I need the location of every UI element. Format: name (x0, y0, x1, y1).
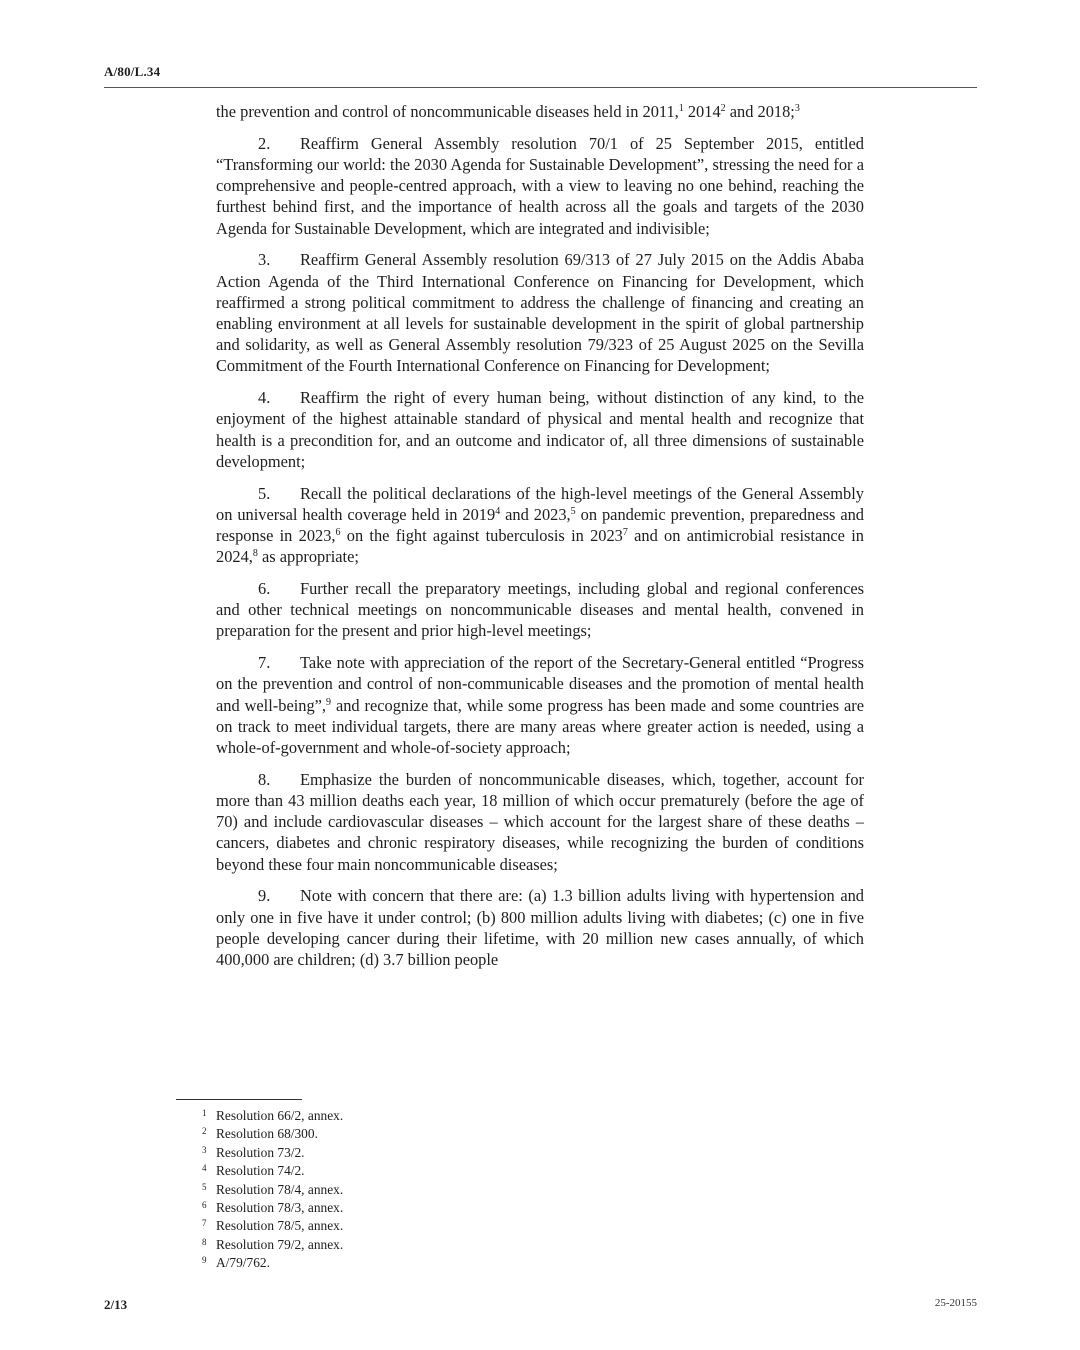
paragraph-number: 5. (258, 483, 271, 503)
footnote-text: Resolution 73/2. (216, 1144, 305, 1160)
footnote-item (202, 1107, 602, 1125)
footnote-ref-3[interactable]: 3 (794, 103, 800, 114)
paragraph-text: Emphasize the burden of noncommunicable diseases, which, together, account for more than 43 million deaths each year, 18 million of which occur prematurely (before the age of 70) and include cardiovascular diseases – which account for the largest share of these deaths – cancers, diabetes and chronic respiratory diseases, while recognizing the burden of conditions beyond these four main noncommunicable diseases; (216, 769, 864, 874)
paragraph-2 (216, 133, 864, 239)
paragraph-9 (216, 885, 864, 970)
footnote-mark: 9 (202, 1255, 207, 1266)
paragraph-7: 7. Take note with appreciation of the report of the Secretary-General entitled “Progress on the prevention and control of non-communicable diseases and the promotion of mental health and well-being”,$^9$ and recognize that, while some progress has been made and some countries are on track to meet individual targets, there are many areas where greater action is needed, using a whole-of-government and whole-of-society approach; (216, 653, 864, 758)
footnote-mark: 1 (202, 1108, 207, 1118)
job-number: 25-20155 (934, 1297, 977, 1309)
paragraph-number: 3. (258, 250, 271, 270)
header-rule (104, 87, 977, 88)
paragraph-5: 5. Recall the political declarations of the high-level meetings of the General Assembly on universal health coverage held in 2019$^4$ and 2023,$^5$ on pandemic prevention, preparedness and response in 2023,$^6$ on the fight against tuberculosis in 2023$^7$ and on antimicrobial resistance in 2024,$^8$ as appropriate; (216, 483, 864, 567)
footnote-text: A/79/762. (216, 1255, 270, 1271)
footnote-mark: 8 (202, 1236, 207, 1247)
footnote-item (202, 1144, 602, 1162)
footnote-item (202, 1199, 602, 1217)
footnote-ref-7[interactable]: 7 (622, 527, 628, 539)
paragraph-text: Reaffirm General Assembly resolution 70/1 of 25 September 2015, entitled “Transforming our world: the 2030 Agenda for Sustainable Development”, stressing the need for a comprehensive and people-centred approach, with a view to leaving no one behind, reaching the furthest behind first, and the importance of health across all the goals and targets of the 2030 Agenda for Sustainable Development, which are integrated and indivisible; (216, 133, 864, 238)
footnote-item (202, 1217, 602, 1235)
footnote-ref-4[interactable]: 4 (495, 505, 501, 517)
footnote-mark: 4 (202, 1163, 207, 1174)
footnote-mark: 7 (202, 1218, 207, 1229)
footnote-item (202, 1162, 602, 1180)
footnote-text: Resolution 78/4, annex. (216, 1181, 344, 1197)
page-number: 2/13 (104, 1297, 128, 1312)
paragraph-6 (216, 578, 864, 642)
footnote-ref-1[interactable]: 1 (678, 103, 684, 114)
body-text (216, 101, 864, 981)
paragraph-number: 6. (258, 579, 271, 599)
footnote-mark: 2 (202, 1126, 207, 1137)
footnote-text: Resolution 78/5, annex. (216, 1218, 344, 1234)
paragraph-text: Reaffirm General Assembly resolution 69/313 of 27 July 2015 on the Addis Ababa Action Agenda of the Third International Conference on Financing for Development, which reaffirmed a strong political commitment to address the challenge of financing and creating an enabling environment at all levels for sustainable development in the spirit of global partnership and solidarity, as well as General Assembly resolution 79/323 of 25 August 2025 on the Sevilla Commitment of the Fourth International Conference on Financing for Development; (216, 250, 864, 376)
footnote-text: Resolution 74/2. (216, 1163, 305, 1179)
footnote-item (202, 1254, 602, 1272)
paragraph-number: 2. (258, 133, 271, 153)
footnote-text: Resolution 79/2, annex. (216, 1236, 344, 1252)
footnote-item (202, 1181, 602, 1199)
footnote-text: Resolution 78/3, annex. (216, 1200, 344, 1216)
footnote-item (202, 1236, 602, 1254)
paragraph-number: 4. (258, 388, 271, 408)
paragraph-8 (216, 769, 864, 875)
paragraph-continued: the prevention and control of noncommunicable diseases held in 2011,$^1$ 2014$^2$ and 2018;$^3$ (216, 102, 800, 121)
footnote-ref-8[interactable]: 8 (252, 548, 258, 560)
footnote-ref-6[interactable]: 6 (335, 527, 341, 539)
footnote-mark: 3 (202, 1144, 207, 1155)
paragraph-number: 7. (258, 653, 271, 673)
footnote-separator (176, 1099, 302, 1100)
footnote-mark: 6 (202, 1200, 207, 1211)
footnote-ref-2[interactable]: 2 (720, 103, 726, 114)
paragraph-number: 8. (258, 769, 271, 789)
footnote-ref-9[interactable]: 9 (326, 696, 332, 708)
paragraph-text: Note with concern that there are: (a) 1.3 billion adults living with hypertension and only one in five have it under control; (b) 800 million adults living with diabetes; (c) one in five people developing cancer during their lifetime, with 20 million new cases annually, of which 400,000 are children; (d) 3.7 billion people (216, 886, 864, 970)
paragraph-3 (216, 249, 864, 376)
document-symbol: A/80/L.34 (104, 64, 161, 79)
footnote-mark: 5 (202, 1181, 207, 1192)
footnote-text: Resolution 66/2, annex. (216, 1108, 344, 1123)
paragraph-4 (216, 387, 864, 472)
footnote-ref-5[interactable]: 5 (570, 505, 576, 517)
footnote-text: Resolution 68/300. (216, 1126, 318, 1142)
paragraph-text: Reaffirm the right of every human being, without distinction of any kind, to the enjoyment of the highest attainable standard of physical and mental health and recognize that health is a precondition for, and an outcome and indicator of, all three dimensions of sustainable development; (216, 388, 864, 471)
footnote-item (202, 1125, 602, 1143)
paragraph-text: Further recall the preparatory meetings, including global and regional conferences and other technical meetings on noncommunicable diseases and mental health, convened in preparation for the present and prior high-level meetings; (216, 579, 864, 641)
paragraph-number: 9. (258, 886, 271, 906)
footnotes (202, 1107, 602, 1273)
